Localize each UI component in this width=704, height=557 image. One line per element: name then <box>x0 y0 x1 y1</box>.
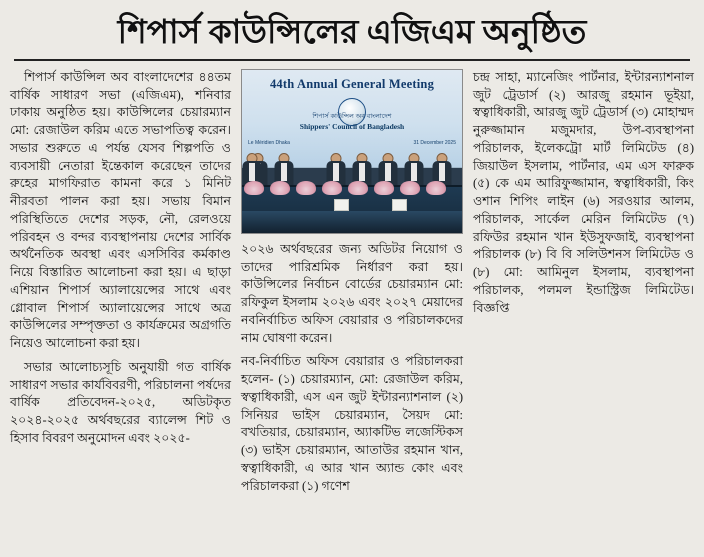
paragraph: ২০২৬ অর্থবছরের জন্য অডিটর নিয়োগ ও তাদের পারিশ্রমিক নির্ধারণ করা হয়। কাউন্সিলের নির্বাচন বোর্ডের চেয়ারম্যান মো: রফিকুল ইসলাম ২০২৬ এবং ২০২৭ মেয়াদের নবনির্বাচিত অফিস বেয়ারার ও পরিচালকদের নাম ঘোষণা করেন। <box>241 241 463 345</box>
banner-venue-right: 31 December 2025 <box>413 139 456 146</box>
paragraph: নব-নির্বাচিত অফিস বেয়ারার ও পরিচালকরা হলেন- (১) চেয়ারম্যান, মো: রেজাউল করিম, স্বত্বাধিকারী, এস এন জুট ইন্টারন্যাশনাল (২) সিনিয়র ভাইস চেয়ারম্যান, সৈয়দ মো: বখতিয়ার, চেয়ারম্যান, অ্যাকটিভ লজেস্টিকস (৩) ভাইস চেয়ারম্যান, আতাউর রহমান খান, স্বত্বাধিকারী, এ আর খান অ্যান্ড কোং এবং পরিচালকরা (১) গণেশ <box>241 354 463 493</box>
banner-subtitle-en: Shippers' Council of Bangladesh <box>299 121 405 131</box>
article-photo <box>241 69 463 234</box>
article-columns <box>10 69 694 502</box>
banner-subtitle-bn: শিপার্স কাউন্সিল অব বাংলাদেশ <box>312 112 392 120</box>
paragraph: চন্দ্র সাহা, ম্যানেজিং পার্টনার, ইন্টারন্যাশনাল জুট ট্রেডার্স (২) আরজু রহমান ভূইয়া, স্বত্বাধিকারী, আরজু জুট ট্রেডার্স (৩) মোহাম্মদ নুরুজ্জামান মজুমদার, উপ-ব্যবস্থাপনা পরিচালক, ইলেকট্রো মার্ট লিমিটেড (৪) জিয়াউল ইসলাম, পার্টনার, এম এস ফারুক (৫) কে এম আরিফুজ্জামান, স্বত্বাধিকারী, কিং ওশান শিপিং লাইন (৬) সরওয়ার আলম, পরিচালক, সার্কেল মেরিন লিমিটেড (৭) রফিউর রহমান খান ইউসুফজাই, ব্যবস্থাপনা পরিচালক (৮) বি বি সলিউশনস লিমিটেড ও (৮) মো: আমিনুল ইসলাম, ব্যবস্থাপনা পরিচালক, পলমল ইন্ডাস্ট্রিজ লিমিটেড। বিজ্ঞপ্তি <box>473 69 694 315</box>
document-on-table <box>334 199 349 211</box>
photo-frame <box>241 69 463 234</box>
table-front-panel <box>242 211 462 233</box>
headline-divider <box>14 59 690 61</box>
paragraph: সভার আলোচ্যসূচি অনুযায়ী গত বার্ষিক সাধারণ সভার কার্যবিবরণী, পরিচালনা পর্ষদের বার্ষিক প্রতিবেদন-২০২৫, অডিটকৃত ২০২৪-২০২৫ অর্থবছরের ব্যালেন্স শিট ও হিসাব বিবরণ অনুমোদন এবং ২০২৫- <box>10 359 231 445</box>
column-left <box>10 69 231 454</box>
banner-venue-left: Le Méridien Dhaka <box>248 139 290 146</box>
column-right <box>473 69 694 324</box>
banner-title: 44th Annual General Meeting <box>269 76 435 91</box>
paragraph: শিপার্স কাউন্সিল অব বাংলাদেশের ৪৪তম বার্ষিক সাধারণ সভা (এজিএম), শনিবার ঢাকায় অনুষ্ঠিত হয়। কাউন্সিলের চেয়ারম্যান মো: রেজাউল করিম এতে সভাপতিত্ব করেন। সভার শুরুতে এ পর্যন্ত যেসব শিল্পপতি ও ব্যবসায়ী নেতারা ইন্তেকাল করেছেন তাদের রুহের মাগফিরাত কামনা করে ১ মিনিট নীরবতা পালন করা হয়। সভায় বিমান পরিস্থিতিতে দেশের সড়ক, নৌ, রেলওয়ে পরিবহন ও বন্দর ব্যবস্থাপনায় দেশের সার্বিক অর্থনৈতিক অবস্থা এবং এসসিবির কর্মকাণ্ড নিয়ে বিস্তারিত আলোচনা করা হয়। এ ছাড়া এশিয়ান শিপার্স অ্যালায়েন্সের সাথে এবং গ্লোবাল শিপার্স অ্যালায়েন্সের সাথে অত্র কাউন্সিলের সম্পৃক্ততা ও কার্যক্রমের অগ্রগতি নিয়েও আলোচনা করা হয়। <box>10 69 231 351</box>
column-middle <box>241 69 463 502</box>
page-title: শিপার্স কাউন্সিলের এজিএম অনুষ্ঠিত <box>117 15 587 51</box>
floral-decoration <box>242 179 462 195</box>
document-on-table <box>392 199 407 211</box>
